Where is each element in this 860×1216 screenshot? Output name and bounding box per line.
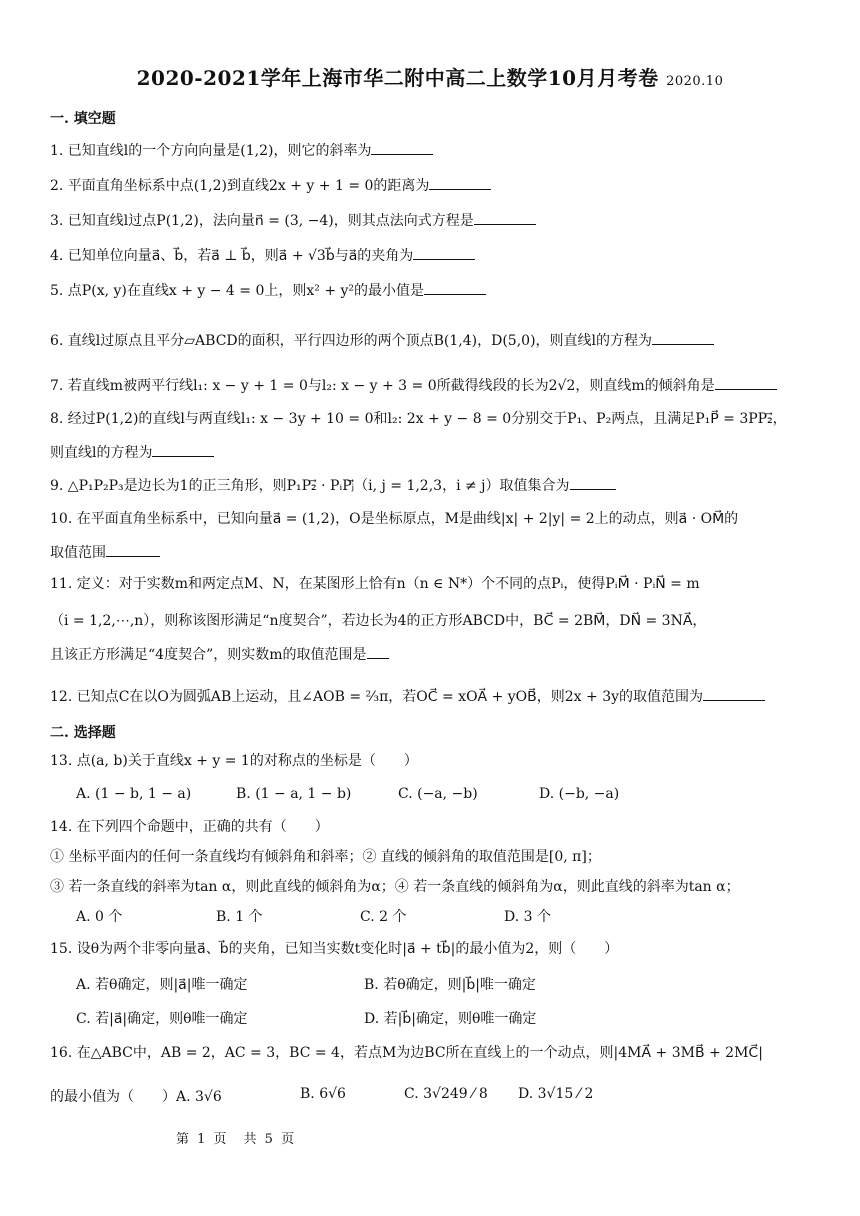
q14-statement-1-2: ① 坐标平面内的任何一条直线均有倾斜角和斜率；② 直线的倾斜角的取值范围是[0, π]； (50, 849, 601, 865)
answer-blank (367, 644, 389, 659)
q16-option-c: C. 3√249 ⁄ 8 (404, 1086, 488, 1102)
question-11-cont2 (50, 644, 820, 664)
question-8 (50, 410, 820, 428)
question-7-text: 7. 若直线m被两平行线l₁: x − y + 1 = 0与l₂: x − y + 3 = 0所截得线段的长为2√2，则直线m的倾斜角是 (50, 378, 715, 394)
question-3 (50, 210, 820, 230)
q15-option-c: C. 若|a⃗|确定，则θ唯一确定 (76, 1011, 248, 1027)
question-12-text: 12. 已知点C在以O为圆弧AB上运动，且∠AOB = ²⁄₃π，若OC⃗ = xOA⃗ + yOB⃗，则2x + 3y的取值范围为 (50, 689, 704, 705)
question-15: 15. 设θ为两个非零向量a⃗、b⃗的夹角，已知当实数t变化时|a⃗ + tb⃗|的最小值为2，则（ ） (50, 941, 619, 957)
question-13: 13. 点(a, b)关于直线x + y = 1的对称点的坐标是（ ） (50, 753, 418, 769)
answer-blank (429, 175, 491, 190)
question-14: 14. 在下列四个命题中，正确的共有（ ） (50, 819, 329, 835)
title-date: 2020.10 (666, 74, 724, 89)
question-11-text: 11. 定义：对于实数m和两定点M、N，在某图形上恰有n（n ∈ N*）个不同的点Pᵢ，使得PᵢM⃗ · PᵢN⃗ = m (50, 576, 700, 592)
answer-blank (371, 140, 433, 155)
question-1-text: 1. 已知直线l的一个方向向量是(1,2)，则它的斜率为 (50, 143, 372, 159)
page-footer: 第 1 页 共 5 页 (176, 1132, 297, 1147)
question-4-text: 4. 已知单位向量a⃗、b⃗，若a⃗ ⊥ b⃗，则a⃗ + √3b⃗与a⃗的夹角为 (50, 248, 414, 264)
question-11-cont (50, 612, 820, 630)
q16-option-b: B. 6√6 (300, 1086, 346, 1102)
answer-blank (424, 280, 486, 295)
question-9-text: 9. △P₁P₂P₃是边长为1的正三角形，则P₁P₂⃗ · PᵢPⱼ⃗（i, j = 1,2,3，i ≠ j）取值集合为 (50, 478, 570, 494)
question-16: 16. 在△ABC中，AB = 2，AC = 3，BC = 4，若点M为边BC所在直线上的一个动点，则|4MA⃗ + 3MB⃗ + 2MC⃗| (50, 1045, 763, 1061)
question-4 (50, 245, 820, 265)
question-10-text: 10. 在平面直角坐标系中，已知向量a⃗ = (1,2)，O是坐标原点，M是曲线|x| + 2|y| = 2上的动点，则a⃗ · OM⃗的 (50, 511, 739, 527)
answer-blank (652, 330, 714, 345)
question-10-cont (50, 542, 820, 562)
question-7 (50, 375, 820, 395)
question-10-text-cont: 取值范围 (50, 545, 106, 561)
title-text: 2020-2021学年上海市华二附中高二上数学10月月考卷 (136, 66, 659, 90)
question-9 (50, 475, 820, 495)
q15-option-d: D. 若|b⃗|确定，则θ唯一确定 (364, 1011, 537, 1027)
q14-option-c: C. 2 个 (360, 909, 407, 925)
question-1 (50, 140, 820, 160)
question-12 (50, 686, 820, 706)
question-10 (50, 510, 820, 528)
section-fill-heading: 一. 填空题 (50, 111, 116, 127)
question-11 (50, 575, 820, 593)
q16-option-a: 的最小值为（ ）A. 3√6 (50, 1089, 222, 1105)
question-8-text-cont: 则直线l的方程为 (50, 445, 153, 461)
answer-blank (474, 210, 536, 225)
question-2 (50, 175, 820, 195)
question-5-text: 5. 点P(x, y)在直线x + y − 4 = 0上，则x² + y²的最小值是 (50, 283, 425, 299)
section-choice-heading: 二. 选择题 (50, 725, 116, 741)
q16-option-d: D. 3√15 ⁄ 2 (518, 1086, 594, 1102)
question-11-text-cont: （i = 1,2,⋯,n），则称该图形满足“n度契合”，若边长为4的正方形ABCD中，BC⃗ = 2BM⃗，DN⃗ = 3NA⃗， (50, 613, 707, 629)
answer-blank (152, 442, 214, 457)
q13-option-b: B. (1 − a, 1 − b) (236, 786, 352, 802)
q14-option-d: D. 3 个 (504, 909, 551, 925)
answer-blank (106, 542, 160, 557)
question-3-text: 3. 已知直线l过点P(1,2)，法向量n⃗ = (3, −4)，则其点法向式方程是 (50, 213, 474, 229)
q14-option-a: A. 0 个 (76, 909, 123, 925)
question-8-text: 8. 经过P(1,2)的直线l与两直线l₁: x − 3y + 10 = 0和l₂: 2x + y − 8 = 0分别交于P₁、P₂两点，且满足P₁P⃗ = 3PP₂⃗， (50, 411, 787, 427)
q13-option-c: C. (−a, −b) (398, 786, 478, 802)
q15-option-a: A. 若θ确定，则|a⃗|唯一确定 (76, 977, 248, 993)
page-title (0, 62, 860, 91)
question-6-text: 6. 直线l过原点且平分▱ABCD的面积，平行四边形的两个顶点B(1,4)，D(5,0)，则直线l的方程为 (50, 333, 653, 349)
question-11-text-cont2: 且该正方形满足“4度契合”，则实数m的取值范围是 (50, 647, 367, 663)
q15-option-b: B. 若θ确定，则|b⃗|唯一确定 (364, 977, 536, 993)
answer-blank (413, 245, 475, 260)
q14-option-b: B. 1 个 (216, 909, 263, 925)
q13-option-a: A. (1 − b, 1 − a) (76, 786, 192, 802)
answer-blank (715, 375, 777, 390)
answer-blank (570, 475, 616, 490)
answer-blank (703, 686, 765, 701)
question-2-text: 2. 平面直角坐标系中点(1,2)到直线2x + y + 1 = 0的距离为 (50, 178, 430, 194)
question-5 (50, 280, 820, 300)
question-6 (50, 330, 820, 350)
question-8-cont (50, 442, 820, 462)
q13-option-d: D. (−b, −a) (539, 786, 620, 802)
q14-statement-3-4: ③ 若一条直线的斜率为tan α，则此直线的倾斜角为α；④ 若一条直线的倾斜角为α，则此直线的斜率为tan α； (50, 879, 740, 895)
